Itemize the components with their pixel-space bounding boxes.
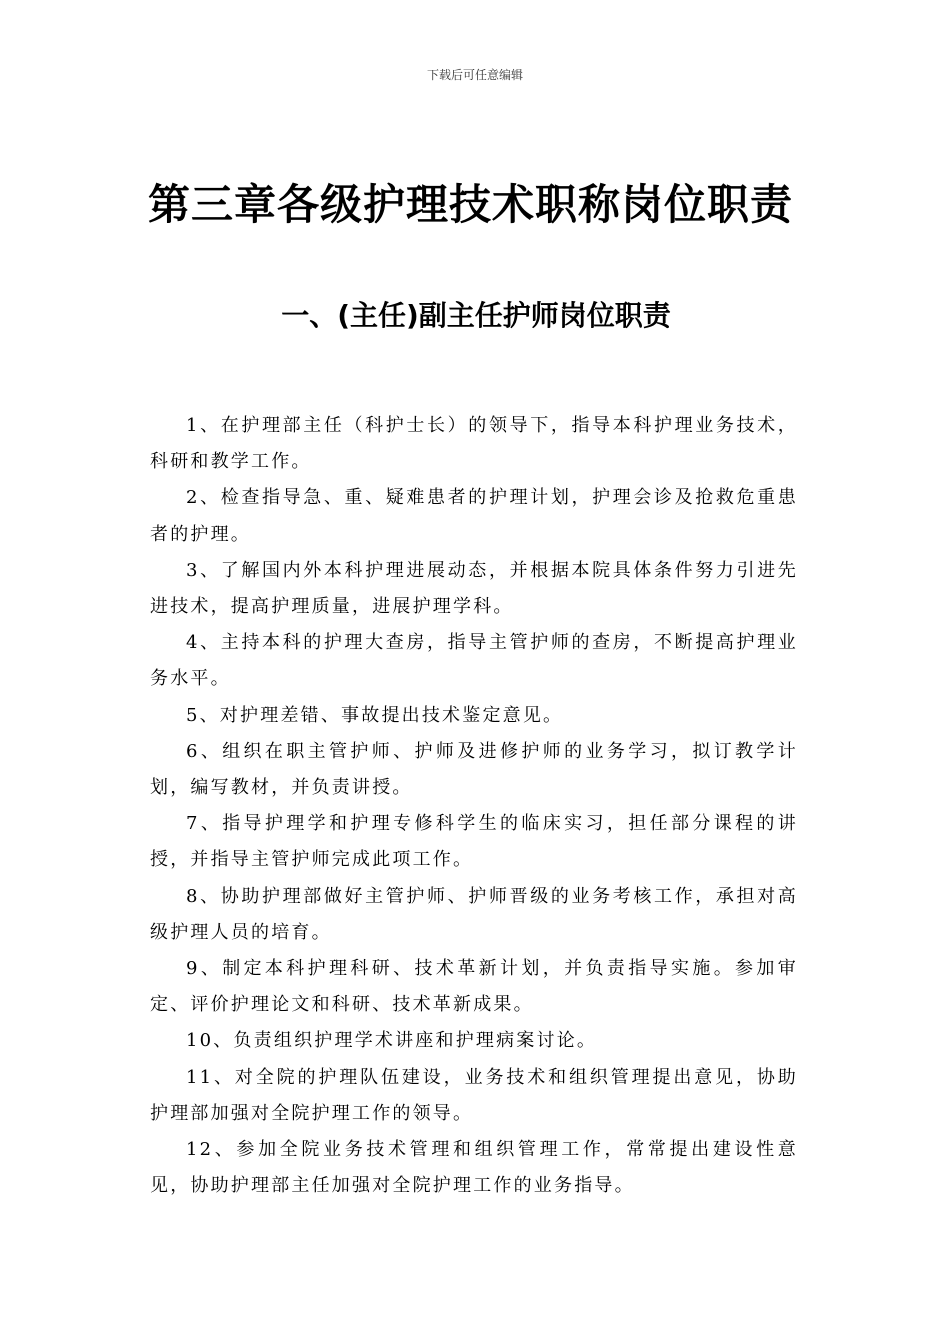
chapter-title: 第三章各级护理技术职称岗位职责: [148, 180, 794, 229]
duty-list: [150, 408, 798, 1204]
duty-item: 5、对护理差错、事故提出技术鉴定意见。: [186, 704, 564, 726]
duty-item: 11、对全院的护理队伍建设，业务技术和组织管理提出意见，协助护理部加强对全院护理工作的领导。: [150, 1066, 798, 1124]
duty-item: 6、组织在职主管护师、护师及进修护师的业务学习，拟订教学计划，编写教材，并负责讲授。: [150, 740, 798, 799]
duty-item: 4、主持本科的护理大查房，指导主管护师的查房，不断提高护理业务水平。: [150, 632, 798, 690]
duty-item: 7、指导护理学和护理专修科学生的临床实习，担任部分课程的讲授，并指导主管护师完成此项工作。: [150, 813, 798, 871]
section-title: 一、(主任)副主任护师岗位职责: [281, 299, 671, 332]
duty-item: 8、协助护理部做好主管护师、护师晋级的业务考核工作，承担对高级护理人员的培育。: [150, 885, 798, 943]
header-note: 下载后可任意编辑: [426, 68, 523, 82]
duty-item: 3、了解国内外本科护理进展动态，并根据本院具体条件努力引进先进技术，提高护理质量，进展护理学科。: [150, 559, 798, 618]
duty-item: 1、在护理部主任（科护士长）的领导下，指导本科护理业务技术，科研和教学工作。: [150, 415, 798, 473]
duty-item: 2、检查指导急、重、疑难患者的护理计划，护理会诊及抢救危重患者的护理。: [150, 487, 798, 545]
duty-item: 9、制定本科护理科研、技术革新计划，并负责指导实施。参加审定、评价护理论文和科研、技术革新成果。: [150, 958, 798, 1016]
duty-item: 10、负责组织护理学术讲座和护理病案讨论。: [186, 1030, 598, 1052]
duty-item: 12、参加全院业务技术管理和组织管理工作，常常提出建设性意见，协助护理部主任加强对全院护理工作的业务指导。: [150, 1139, 798, 1197]
